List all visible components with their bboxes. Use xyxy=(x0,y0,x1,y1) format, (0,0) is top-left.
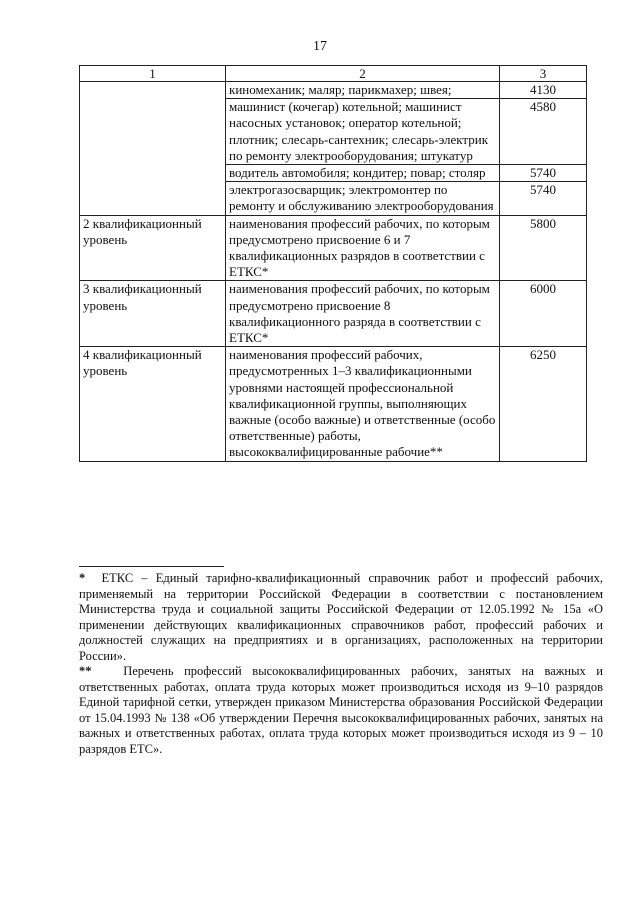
footnotes-section xyxy=(79,566,603,757)
salary-cell: 5740 xyxy=(500,182,587,215)
salary-cell: 6000 xyxy=(500,281,587,347)
table-row xyxy=(80,82,587,99)
column-header: 3 xyxy=(500,66,587,82)
professions-cell: электрогазосварщик; электромонтер по ремонту и обслуживанию электрооборудования xyxy=(226,182,500,215)
professions-cell: наименования профессий рабочих, по которым предусмотрено присвоение 8 квалификационного разряда в соответствии с ЕТКС* xyxy=(226,281,500,347)
footnote-divider xyxy=(79,566,224,567)
professions-cell: водитель автомобиля; кондитер; повар; столяр xyxy=(226,165,500,182)
qualification-level-cell: 2 квалификационный уровень xyxy=(80,215,226,281)
footnote-high-skilled xyxy=(79,664,603,757)
salary-cell: 6250 xyxy=(500,347,587,461)
table-header-row xyxy=(80,66,587,82)
professions-cell: киномеханик; маляр; парикмахер; швея; xyxy=(226,82,500,99)
professions-cell: машинист (кочегар) котельной; машинист насосных установок; оператор котельной; плотник; слесарь-сантехник; слесарь-электрик по ремонту электрооборудования; штукатур xyxy=(226,99,500,165)
footnote-mark: ** xyxy=(79,664,92,678)
table-row xyxy=(80,281,587,347)
column-header: 1 xyxy=(80,66,226,82)
professions-cell: наименования профессий рабочих, предусмотренных 1–3 квалификационными уровнями настоящей профессиональной квалификационной группы, выполняющих важные (особо важные) и ответственные (особо ответственные) работы, высококвалифицированные рабочие** xyxy=(226,347,500,461)
footnote-mark: * xyxy=(79,571,86,585)
professions-cell: наименования профессий рабочих, по которым предусмотрено присвоение 6 и 7 квалификационных разрядов в соответствии с ЕТКС* xyxy=(226,215,500,281)
qualification-level-cell: 4 квалификационный уровень xyxy=(80,347,226,461)
column-header: 2 xyxy=(226,66,500,82)
salary-cell: 5800 xyxy=(500,215,587,281)
page-number: 17 xyxy=(313,39,327,54)
table-row xyxy=(80,215,587,281)
qualification-table xyxy=(79,65,587,462)
footnote-text: ЕТКС – Единый тарифно-квалификационный справочник работ и профессий рабочих, применяемый на территории Российской Федерации в соответствии с постановлением Министерства труда и социальной защиты Российской Федерации от 12.05.1992 № 15а «О применении действующих квалификационных справочников работ, профессий рабочих и должностей служащих на предприятиях и в организациях, расположенных на территории России». xyxy=(79,571,603,663)
salary-cell: 5740 xyxy=(500,165,587,182)
salary-cell: 4130 xyxy=(500,82,587,99)
footnote-etks xyxy=(79,571,603,664)
qualification-level-cell xyxy=(80,82,226,216)
table-row xyxy=(80,347,587,461)
footnote-text: Перечень профессий высококвалифицированных рабочих, занятых на важных и ответственных работах, оплата труда которых может производиться исходя из 9–10 разрядов Единой тарифной сетки, утвержден приказом Министерства образования Российской Федерации от 15.04.1993 № 138 «Об утверждении Перечня высококвалифицированных рабочих, занятых на важных и ответственных работах, оплата труда которых может производиться исходя из 9 – 10 разрядов ЕТС». xyxy=(79,664,604,756)
qualification-level-cell: 3 квалификационный уровень xyxy=(80,281,226,347)
salary-cell: 4580 xyxy=(500,99,587,165)
